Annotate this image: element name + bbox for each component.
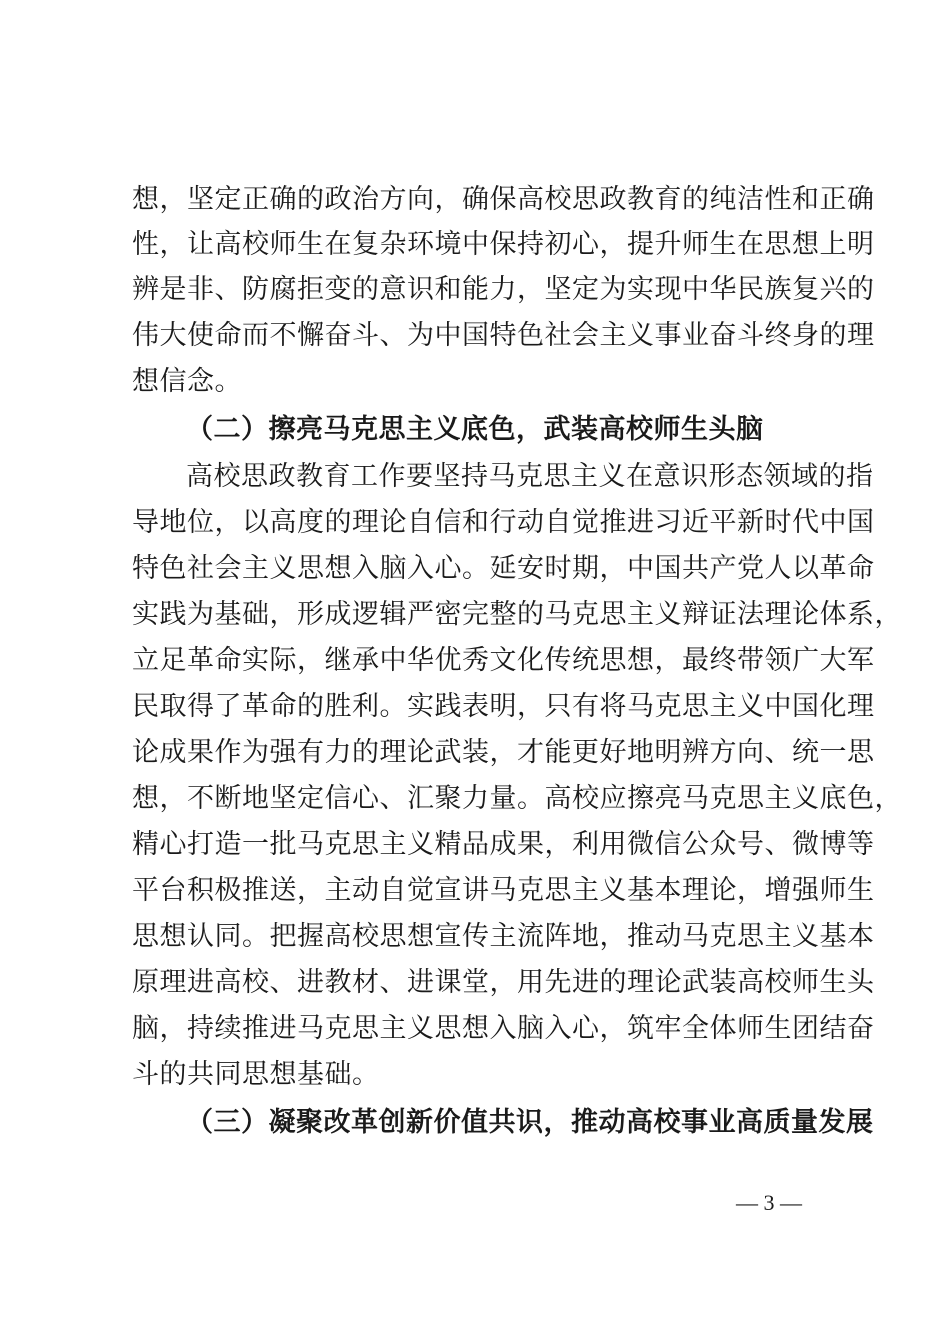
section-heading-3: （三）凝聚改革创新价值共识，推动高校事业高质量发展 [186,1107,874,1138]
paragraph-line: 立足革命实际，继承中华优秀文化传统思想，最终带领广大军 [132,645,875,676]
paragraph-line: 特色社会主义思想入脑入心。延安时期，中国共产党人以革命 [132,553,875,584]
paragraph-line: 想，坚定正确的政治方向，确保高校思政教育的纯洁性和正确 [132,184,875,215]
paragraph-line: 辨是非、防腐拒变的意识和能力，坚定为实现中华民族复兴的 [132,274,875,305]
paragraph-line: 想信念。 [132,366,242,397]
paragraph-line: 民取得了革命的胜利。实践表明，只有将马克思主义中国化理 [132,691,875,722]
paragraph-line: 斗的共同思想基础。 [132,1059,380,1090]
paragraph-line: 脑，持续推进马克思主义思想入脑入心，筑牢全体师生团结奋 [132,1013,875,1044]
paragraph-line: 平台积极推送，主动自觉宣讲马克思主义基本理论，增强师生 [132,875,875,906]
paragraph-line: 论成果作为强有力的理论武装，才能更好地明辨方向、统一思 [132,737,875,768]
paragraph-line: 思想认同。把握高校思想宣传主流阵地，推动马克思主义基本 [132,921,875,952]
paragraph-line: 想，不断地坚定信心、汇聚力量。高校应擦亮马克思主义底色， [132,783,902,814]
paragraph-line: 原理进高校、进教材、进课堂，用先进的理论武装高校师生头 [132,967,875,998]
paragraph-line: 导地位，以高度的理论自信和行动自觉推进习近平新时代中国 [132,507,875,538]
section-heading-2: （二）擦亮马克思主义底色，武装高校师生头脑 [186,414,764,445]
paragraph-line: 伟大使命而不懈奋斗、为中国特色社会主义事业奋斗终身的理 [132,320,875,351]
paragraph-line: 实践为基础，形成逻辑严密完整的马克思主义辩证法理论体系， [132,599,902,630]
page-number: — 3 — [736,1190,802,1215]
paragraph-line: 性，让高校师生在复杂环境中保持初心，提升师生在思想上明 [132,229,875,260]
paragraph-line: 高校思政教育工作要坚持马克思主义在意识形态领域的指 [186,461,874,492]
paragraph-line: 精心打造一批马克思主义精品成果，利用微信公众号、微博等 [132,829,875,860]
